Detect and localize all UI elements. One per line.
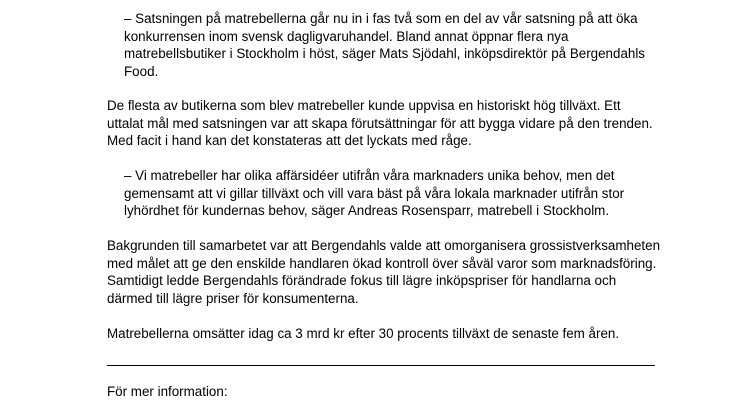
text-line: matrebellsbutiker i Stockholm i höst, säger Mats Sjödahl, inköpsdirektör på Bergendahls (124, 46, 646, 62)
text-line: Samtidigt ledde Bergendahls förändrade fokus till lägre inköpspriser för handlarna och (107, 273, 617, 289)
more-info-heading (107, 383, 228, 401)
text-line: därmed till lägre priser för konsumenterna. (107, 290, 359, 306)
text-line: konkurrensen inom svensk dagligvaruhandel. Bland annat öppnar flera nya (124, 28, 569, 44)
text-line: Med facit i hand kan det konstateras att det lyckats med råge. (107, 133, 472, 149)
paragraph-background (107, 237, 660, 307)
text-line: De flesta av butikerna som blev matrebeller kunde uppvisa en historiskt hög tillväxt. Ett (107, 98, 621, 113)
quote-mats-sjodahl (124, 10, 645, 80)
paragraph-growth (107, 97, 653, 150)
text-line: För mer information: (107, 384, 228, 399)
text-line: lyhördhet för kundernas behov, säger Andreas Rosensparr, matrebell i Stockholm. (124, 203, 610, 219)
text-line: Bakgrunden till samarbetet var att Bergendahls valde att omorganisera grossistverksamheten (107, 238, 661, 253)
text-line: – Vi matrebeller har olika affärsidéer utifrån våra marknaders unika behov, men det (124, 168, 615, 183)
text-line: gemensamt att vi gillar tillväxt och vill vara bäst på våra lokala marknader utifrån stor (124, 185, 625, 201)
divider-line (107, 365, 655, 366)
text-line: – Satsningen på matrebellerna går nu in i fas två som en del av vår satsning på att öka (124, 11, 638, 26)
paragraph-revenue (107, 325, 619, 343)
text-line: uttalat mål med satsningen var att skapa förutsättningar för att bygga vidare på den trenden. (107, 115, 653, 131)
text-line: Food. (124, 63, 159, 79)
quote-andreas-rosensparr (124, 167, 624, 220)
text-line: Matrebellerna omsätter idag ca 3 mrd kr efter 30 procents tillväxt de senaste fem åren. (107, 326, 620, 341)
text-line: med målet att ge den enskilde handlaren ökad kontroll över såväl varor som marknadsföring. (107, 255, 657, 271)
